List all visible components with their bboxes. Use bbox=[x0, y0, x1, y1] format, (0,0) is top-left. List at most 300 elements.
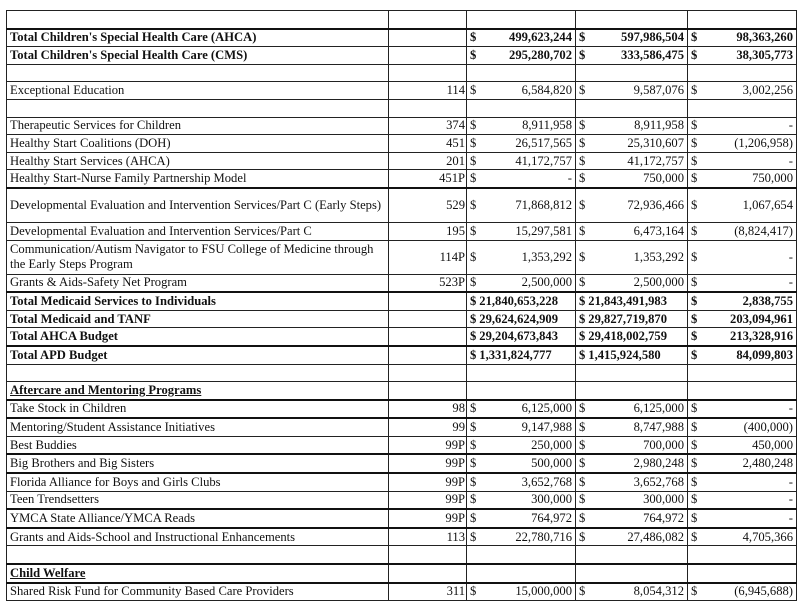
currency-symbol: $ bbox=[691, 223, 698, 238]
row-label: Mentoring/Student Assistance Initiatives bbox=[10, 420, 215, 435]
currency-symbol: $ bbox=[470, 83, 477, 98]
difference-cell bbox=[688, 528, 797, 546]
table-row bbox=[7, 117, 797, 135]
amount-col2-cell bbox=[576, 292, 688, 310]
row-label: Total AHCA Budget bbox=[10, 329, 119, 344]
table-row bbox=[7, 82, 797, 100]
table-row bbox=[7, 29, 797, 47]
amount-col2-cell bbox=[576, 170, 688, 188]
row-label: Big Brothers and Big Sisters bbox=[10, 456, 155, 471]
amount-col1-cell bbox=[467, 11, 576, 29]
difference-cell bbox=[688, 222, 797, 240]
difference-cell bbox=[688, 152, 797, 170]
row-label-cell bbox=[7, 346, 389, 364]
row-label: Florida Alliance for Boys and Girls Clubs bbox=[10, 474, 221, 489]
difference-cell bbox=[688, 188, 797, 223]
section-heading-row bbox=[7, 564, 797, 583]
row-label-cell bbox=[7, 564, 389, 583]
difference-cell bbox=[688, 436, 797, 454]
table-row bbox=[7, 454, 797, 473]
difference-cell bbox=[688, 382, 797, 400]
currency-symbol: $ bbox=[691, 197, 698, 212]
amount-value: 6,473,164 bbox=[633, 223, 684, 238]
amount-value: 29,418,002,759 bbox=[588, 329, 668, 344]
currency-symbol: $ bbox=[691, 311, 698, 326]
amount-value: 71,868,812 bbox=[515, 197, 572, 212]
amount-value: 597,986,504 bbox=[621, 30, 684, 45]
difference-cell bbox=[688, 99, 797, 117]
amount-value: 2,480,248 bbox=[742, 456, 793, 471]
difference-cell bbox=[688, 135, 797, 153]
row-label-cell bbox=[7, 240, 389, 274]
amount-value: 6,125,000 bbox=[633, 401, 684, 416]
program-code bbox=[389, 328, 467, 346]
table-row bbox=[7, 509, 797, 528]
amount-value: 8,911,958 bbox=[522, 118, 572, 133]
program-code: 374 bbox=[389, 117, 467, 135]
row-label-cell bbox=[7, 491, 389, 509]
currency-symbol: $ bbox=[579, 223, 586, 238]
program-code: 201 bbox=[389, 152, 467, 170]
currency-symbol: $ bbox=[470, 153, 477, 168]
amount-value: - bbox=[788, 511, 793, 526]
amount-value: - bbox=[788, 474, 793, 489]
program-code bbox=[389, 64, 467, 82]
program-code: 114P bbox=[389, 240, 467, 274]
program-code: 99P bbox=[389, 436, 467, 454]
amount-value: 38,305,773 bbox=[736, 47, 793, 62]
row-label-cell bbox=[7, 64, 389, 82]
currency-symbol: $ bbox=[691, 401, 698, 416]
amount-col1-cell bbox=[467, 170, 576, 188]
row-label: Grants and Aids-School and Instructional Enhancements bbox=[10, 529, 296, 544]
program-code bbox=[389, 29, 467, 47]
amount-value: 1,353,292 bbox=[633, 249, 684, 264]
amount-value: 29,624,624,909 bbox=[479, 311, 559, 326]
amount-col2-cell bbox=[576, 82, 688, 100]
table-row bbox=[7, 583, 797, 601]
amount-value: 98,363,260 bbox=[736, 30, 793, 45]
currency-symbol: $ bbox=[691, 511, 698, 526]
currency-symbol: $ bbox=[470, 492, 477, 507]
table-row bbox=[7, 473, 797, 491]
amount-value: (400,000) bbox=[743, 420, 793, 435]
amount-value: 1,331,824,777 bbox=[479, 347, 552, 362]
row-label: Healthy Start-Nurse Family Partnership Model bbox=[10, 171, 247, 186]
currency-symbol: $ bbox=[579, 347, 586, 362]
amount-col2-cell bbox=[576, 328, 688, 346]
currency-symbol: $ bbox=[470, 347, 477, 362]
currency-symbol: $ bbox=[470, 47, 477, 62]
amount-col1-cell bbox=[467, 47, 576, 65]
amount-col2-cell bbox=[576, 188, 688, 223]
program-code: 99P bbox=[389, 473, 467, 491]
table-row bbox=[7, 274, 797, 292]
amount-col1-cell bbox=[467, 418, 576, 436]
difference-cell bbox=[688, 310, 797, 328]
currency-symbol: $ bbox=[691, 492, 698, 507]
currency-symbol: $ bbox=[579, 153, 586, 168]
amount-col2-cell bbox=[576, 400, 688, 419]
row-label-cell bbox=[7, 454, 389, 473]
row-label-cell bbox=[7, 170, 389, 188]
currency-symbol: $ bbox=[691, 47, 698, 62]
currency-symbol: $ bbox=[470, 249, 477, 264]
program-code bbox=[389, 292, 467, 310]
amount-col2-cell bbox=[576, 274, 688, 292]
row-label-cell bbox=[7, 382, 389, 400]
row-label-cell bbox=[7, 82, 389, 100]
amount-value: 764,972 bbox=[643, 511, 684, 526]
amount-value: (6,945,688) bbox=[734, 584, 793, 599]
amount-col2-cell bbox=[576, 310, 688, 328]
program-code bbox=[389, 564, 467, 583]
currency-symbol: $ bbox=[691, 420, 698, 435]
amount-value: 3,652,768 bbox=[521, 474, 572, 489]
amount-col2-cell bbox=[576, 436, 688, 454]
row-label-cell bbox=[7, 418, 389, 436]
currency-symbol: $ bbox=[579, 135, 586, 150]
difference-cell bbox=[688, 473, 797, 491]
row-label: YMCA State Alliance/YMCA Reads bbox=[10, 511, 196, 526]
row-label-cell bbox=[7, 152, 389, 170]
amount-value: 500,000 bbox=[531, 456, 572, 471]
row-label: Exceptional Education bbox=[10, 83, 125, 98]
amount-col1-cell bbox=[467, 382, 576, 400]
currency-symbol: $ bbox=[470, 529, 477, 544]
amount-col2-cell bbox=[576, 364, 688, 382]
amount-col1-cell bbox=[467, 222, 576, 240]
program-code: 99P bbox=[389, 454, 467, 473]
amount-col2-cell bbox=[576, 152, 688, 170]
blank-row bbox=[7, 64, 797, 82]
difference-cell bbox=[688, 418, 797, 436]
amount-col1-cell bbox=[467, 64, 576, 82]
amount-col2-cell bbox=[576, 29, 688, 47]
amount-col1-cell bbox=[467, 454, 576, 473]
amount-value: 22,780,716 bbox=[515, 529, 572, 544]
currency-symbol: $ bbox=[470, 584, 477, 599]
amount-value: 8,054,312 bbox=[633, 584, 684, 599]
amount-col1-cell bbox=[467, 346, 576, 364]
currency-symbol: $ bbox=[691, 437, 698, 452]
program-code: 451P bbox=[389, 170, 467, 188]
currency-symbol: $ bbox=[579, 275, 586, 290]
amount-col1-cell bbox=[467, 292, 576, 310]
difference-cell bbox=[688, 64, 797, 82]
amount-value: 1,067,654 bbox=[742, 197, 793, 212]
difference-cell bbox=[688, 364, 797, 382]
row-label-cell bbox=[7, 328, 389, 346]
table-row bbox=[7, 240, 797, 274]
table-row bbox=[7, 222, 797, 240]
amount-value: 213,328,916 bbox=[730, 329, 793, 344]
row-label-cell bbox=[7, 436, 389, 454]
amount-value: 8,747,988 bbox=[633, 420, 684, 435]
amount-value: 333,586,475 bbox=[621, 47, 684, 62]
currency-symbol: $ bbox=[470, 456, 477, 471]
currency-symbol: $ bbox=[579, 492, 586, 507]
row-label-cell bbox=[7, 400, 389, 419]
currency-symbol: $ bbox=[579, 311, 586, 326]
program-code: 114 bbox=[389, 82, 467, 100]
amount-col1-cell bbox=[467, 152, 576, 170]
amount-col1-cell bbox=[467, 473, 576, 491]
amount-value: - bbox=[788, 275, 793, 290]
currency-symbol: $ bbox=[470, 311, 477, 326]
row-label-cell bbox=[7, 364, 389, 382]
currency-symbol: $ bbox=[579, 529, 586, 544]
program-code bbox=[389, 364, 467, 382]
amount-value: 41,172,757 bbox=[515, 153, 572, 168]
row-label: Developmental Evaluation and Intervention Services/Part C bbox=[10, 223, 312, 238]
row-label: Total Medicaid Services to Individuals bbox=[10, 293, 216, 308]
amount-col2-cell bbox=[576, 117, 688, 135]
amount-value: 1,353,292 bbox=[521, 249, 572, 264]
amount-col1-cell bbox=[467, 528, 576, 546]
amount-value: 2,500,000 bbox=[521, 275, 572, 290]
amount-col2-cell bbox=[576, 11, 688, 29]
currency-symbol: $ bbox=[470, 293, 477, 308]
program-code: 311 bbox=[389, 583, 467, 601]
currency-symbol: $ bbox=[470, 171, 477, 186]
amount-value: 72,936,466 bbox=[627, 197, 684, 212]
currency-symbol: $ bbox=[579, 584, 586, 599]
amount-col2-cell bbox=[576, 491, 688, 509]
table-row bbox=[7, 346, 797, 364]
program-code bbox=[389, 346, 467, 364]
row-label-cell bbox=[7, 583, 389, 601]
amount-col1-cell bbox=[467, 436, 576, 454]
currency-symbol: $ bbox=[691, 249, 698, 264]
program-code bbox=[389, 546, 467, 564]
row-label-cell bbox=[7, 99, 389, 117]
program-code: 98 bbox=[389, 400, 467, 419]
amount-value: 15,000,000 bbox=[515, 584, 572, 599]
amount-col1-cell bbox=[467, 491, 576, 509]
amount-col2-cell bbox=[576, 418, 688, 436]
row-label-cell bbox=[7, 473, 389, 491]
amount-col2-cell bbox=[576, 454, 688, 473]
row-label: Total Children's Special Health Care (CMS) bbox=[10, 47, 248, 62]
currency-symbol: $ bbox=[579, 474, 586, 489]
amount-col1-cell bbox=[467, 188, 576, 223]
currency-symbol: $ bbox=[691, 329, 698, 344]
row-label: Developmental Evaluation and Intervention Services/Part C (Early Steps) bbox=[10, 197, 382, 212]
budget-table-body bbox=[7, 11, 797, 601]
row-label-cell bbox=[7, 47, 389, 65]
currency-symbol: $ bbox=[579, 30, 586, 45]
amount-col2-cell bbox=[576, 382, 688, 400]
difference-cell bbox=[688, 583, 797, 601]
row-label: Teen Trendsetters bbox=[10, 492, 100, 507]
currency-symbol: $ bbox=[691, 474, 698, 489]
currency-symbol: $ bbox=[579, 437, 586, 452]
amount-col1-cell bbox=[467, 546, 576, 564]
table-row bbox=[7, 47, 797, 65]
row-label-cell bbox=[7, 274, 389, 292]
difference-cell bbox=[688, 292, 797, 310]
currency-symbol: $ bbox=[470, 30, 477, 45]
difference-cell bbox=[688, 170, 797, 188]
table-row bbox=[7, 170, 797, 188]
table-row bbox=[7, 152, 797, 170]
program-code: 99 bbox=[389, 418, 467, 436]
row-label: Total APD Budget bbox=[10, 347, 108, 362]
row-label-cell bbox=[7, 11, 389, 29]
currency-symbol: $ bbox=[691, 83, 698, 98]
amount-value: 9,147,988 bbox=[521, 420, 572, 435]
row-label-cell bbox=[7, 29, 389, 47]
row-label: Aftercare and Mentoring Programs bbox=[10, 382, 202, 397]
table-row bbox=[7, 528, 797, 546]
currency-symbol: $ bbox=[579, 47, 586, 62]
table-row bbox=[7, 310, 797, 328]
amount-value: - bbox=[788, 153, 793, 168]
amount-col1-cell bbox=[467, 135, 576, 153]
currency-symbol: $ bbox=[691, 30, 698, 45]
amount-value: 203,094,961 bbox=[730, 311, 793, 326]
amount-col1-cell bbox=[467, 509, 576, 528]
amount-value: 250,000 bbox=[531, 437, 572, 452]
amount-value: 764,972 bbox=[531, 511, 572, 526]
difference-cell bbox=[688, 117, 797, 135]
amount-col2-cell bbox=[576, 64, 688, 82]
amount-col1-cell bbox=[467, 82, 576, 100]
row-label: Total Medicaid and TANF bbox=[10, 311, 151, 326]
amount-col1-cell bbox=[467, 328, 576, 346]
program-code bbox=[389, 11, 467, 29]
difference-cell bbox=[688, 509, 797, 528]
table-row bbox=[7, 188, 797, 223]
amount-value: 3,002,256 bbox=[742, 83, 793, 98]
row-label: Child Welfare bbox=[10, 565, 86, 580]
row-label-cell bbox=[7, 117, 389, 135]
row-label: Healthy Start Services (AHCA) bbox=[10, 153, 170, 168]
currency-symbol: $ bbox=[691, 135, 698, 150]
amount-col1-cell bbox=[467, 583, 576, 601]
currency-symbol: $ bbox=[691, 529, 698, 544]
blank-row bbox=[7, 364, 797, 382]
amount-col2-cell bbox=[576, 509, 688, 528]
amount-col2-cell bbox=[576, 135, 688, 153]
currency-symbol: $ bbox=[470, 135, 477, 150]
row-label: Therapeutic Services for Children bbox=[10, 118, 181, 133]
amount-col1-cell bbox=[467, 310, 576, 328]
program-code: 451 bbox=[389, 135, 467, 153]
row-label: Grants & Aids-Safety Net Program bbox=[10, 275, 187, 290]
row-label-cell bbox=[7, 310, 389, 328]
amount-value: 2,980,248 bbox=[633, 456, 684, 471]
difference-cell bbox=[688, 546, 797, 564]
table-row bbox=[7, 436, 797, 454]
currency-symbol: $ bbox=[579, 197, 586, 212]
row-label-cell bbox=[7, 528, 389, 546]
currency-symbol: $ bbox=[470, 275, 477, 290]
amount-col2-cell bbox=[576, 99, 688, 117]
difference-cell bbox=[688, 346, 797, 364]
currency-symbol: $ bbox=[691, 153, 698, 168]
difference-cell bbox=[688, 564, 797, 583]
row-label: Take Stock in Children bbox=[10, 401, 127, 416]
table-row bbox=[7, 328, 797, 346]
amount-col2-cell bbox=[576, 346, 688, 364]
amount-col1-cell bbox=[467, 240, 576, 274]
difference-cell bbox=[688, 400, 797, 419]
program-code: 195 bbox=[389, 222, 467, 240]
amount-value: 15,297,581 bbox=[515, 223, 572, 238]
amount-value: 450,000 bbox=[752, 437, 793, 452]
section-heading-row bbox=[7, 382, 797, 400]
amount-value: 2,500,000 bbox=[633, 275, 684, 290]
currency-symbol: $ bbox=[691, 347, 698, 362]
amount-col1-cell bbox=[467, 364, 576, 382]
row-label-cell bbox=[7, 188, 389, 223]
program-code: 113 bbox=[389, 528, 467, 546]
amount-value: 6,125,000 bbox=[521, 401, 572, 416]
amount-value: 750,000 bbox=[643, 171, 684, 186]
amount-value: 3,652,768 bbox=[633, 474, 684, 489]
amount-col1-cell bbox=[467, 99, 576, 117]
currency-symbol: $ bbox=[470, 474, 477, 489]
blank-row bbox=[7, 546, 797, 564]
row-label: Total Children's Special Health Care (AHCA) bbox=[10, 30, 257, 45]
currency-symbol: $ bbox=[470, 197, 477, 212]
amount-col1-cell bbox=[467, 117, 576, 135]
amount-value: 300,000 bbox=[531, 492, 572, 507]
difference-cell bbox=[688, 47, 797, 65]
currency-symbol: $ bbox=[470, 223, 477, 238]
amount-col1-cell bbox=[467, 274, 576, 292]
amount-value: 2,838,755 bbox=[742, 293, 793, 308]
program-code bbox=[389, 99, 467, 117]
amount-value: - bbox=[567, 171, 572, 186]
currency-symbol: $ bbox=[691, 275, 698, 290]
amount-value: 300,000 bbox=[643, 492, 684, 507]
amount-col1-cell bbox=[467, 29, 576, 47]
row-label-cell bbox=[7, 509, 389, 528]
currency-symbol: $ bbox=[470, 420, 477, 435]
amount-value: 499,623,244 bbox=[509, 30, 572, 45]
blank-row bbox=[7, 11, 797, 29]
amount-value: 27,486,082 bbox=[627, 529, 684, 544]
currency-symbol: $ bbox=[579, 420, 586, 435]
row-label-cell bbox=[7, 135, 389, 153]
currency-symbol: $ bbox=[579, 171, 586, 186]
difference-cell bbox=[688, 29, 797, 47]
difference-cell bbox=[688, 240, 797, 274]
amount-value: 26,517,565 bbox=[515, 135, 572, 150]
row-label: Communication/Autism Navigator to FSU College of Medicine through the Early Steps Program bbox=[10, 242, 374, 272]
difference-cell bbox=[688, 82, 797, 100]
blank-row bbox=[7, 99, 797, 117]
amount-value: 9,587,076 bbox=[633, 83, 684, 98]
budget-table bbox=[6, 10, 797, 601]
currency-symbol: $ bbox=[691, 171, 698, 186]
amount-value: 21,840,653,228 bbox=[479, 293, 559, 308]
program-code: 99P bbox=[389, 491, 467, 509]
currency-symbol: $ bbox=[579, 511, 586, 526]
amount-value: (1,206,958) bbox=[734, 135, 793, 150]
amount-value: 25,310,607 bbox=[627, 135, 684, 150]
row-label: Best Buddies bbox=[10, 437, 77, 452]
amount-col1-cell bbox=[467, 564, 576, 583]
amount-value: - bbox=[788, 249, 793, 264]
difference-cell bbox=[688, 328, 797, 346]
amount-value: 750,000 bbox=[752, 171, 793, 186]
difference-cell bbox=[688, 11, 797, 29]
amount-value: (8,824,417) bbox=[734, 223, 793, 238]
